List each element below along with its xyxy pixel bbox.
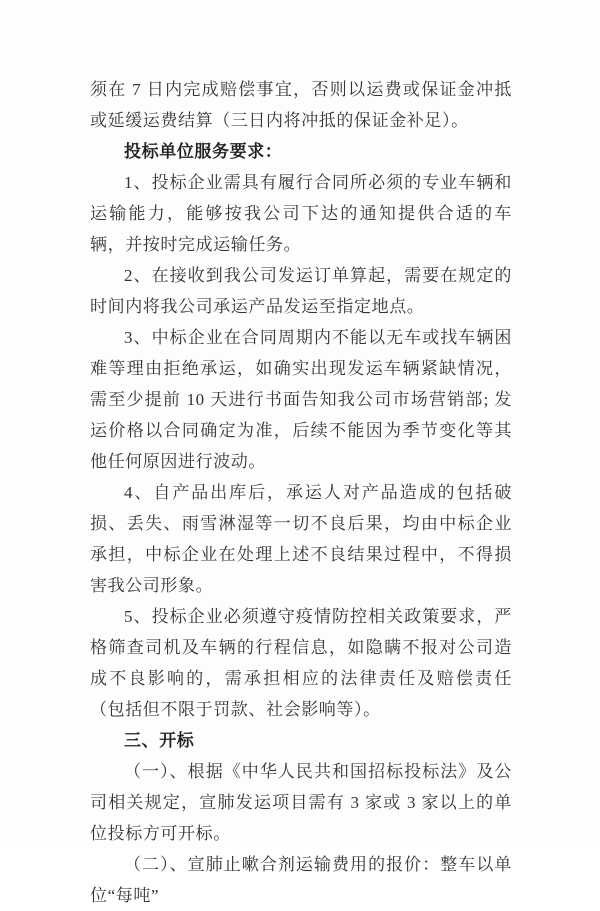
paragraph-service-requirement-3: 3、中标企业在合同周期内不能以无车或找车辆困难等理由拒绝承运，如确实出现发运车辆紧缺情况，需至少提前 10 天进行书面告知我公司市场营销部; 发运价格以合同确定为准，后续不能因为季节变化等其他任何原因进行波动。 [90,328,512,471]
paragraph-claims-settlement-continuation: 须在 7 日内完成赔偿事宜，否则以运费或保证金冲抵或延缓运费结算（三日内将冲抵的保证金补足）。 [90,80,512,130]
heading-bidder-service-requirements: 投标单位服务要求： [124,142,283,161]
paragraph-service-requirement-4: 4、自产品出库后，承运人对产品造成的包括破损、丢失、雨雪淋湿等一切不良后果，均由中标企业承担，中标企业在处理上述不良结果过程中，不得损害我公司形象。 [90,483,512,595]
paragraph-service-requirement-5: 5、投标企业必须遵守疫情防控相关政策要求，严格筛查司机及车辆的行程信息，如隐瞒不报对公司造成不良影响的，需承担相应的法律责任及赔偿责任（包括但不限于罚款、社会影响等）。 [90,607,512,719]
paragraph-bid-opening-item-2: （二）、宣肺止嗽合剂运输费用的报价：整车以单位“每吨” [90,855,512,905]
heading-section-3-bid-opening: 三、开标 [124,731,195,750]
paragraph-service-requirement-1: 1、投标企业需具有履行合同所必须的专业车辆和运输能力，能够按我公司下达的通知提供合适的车辆，并按时完成运输任务。 [90,173,512,254]
paragraph-service-requirement-2: 2、在接收到我公司发运订单算起，需要在规定的时间内将我公司承运产品发运至指定地点。 [90,266,512,316]
paragraph-bid-opening-item-1: （一）、根据《中华人民共和国招标投标法》及公司相关规定，宣肺发运项目需有 3 家或 3 家以上的单位投标方可开标。 [90,762,512,843]
